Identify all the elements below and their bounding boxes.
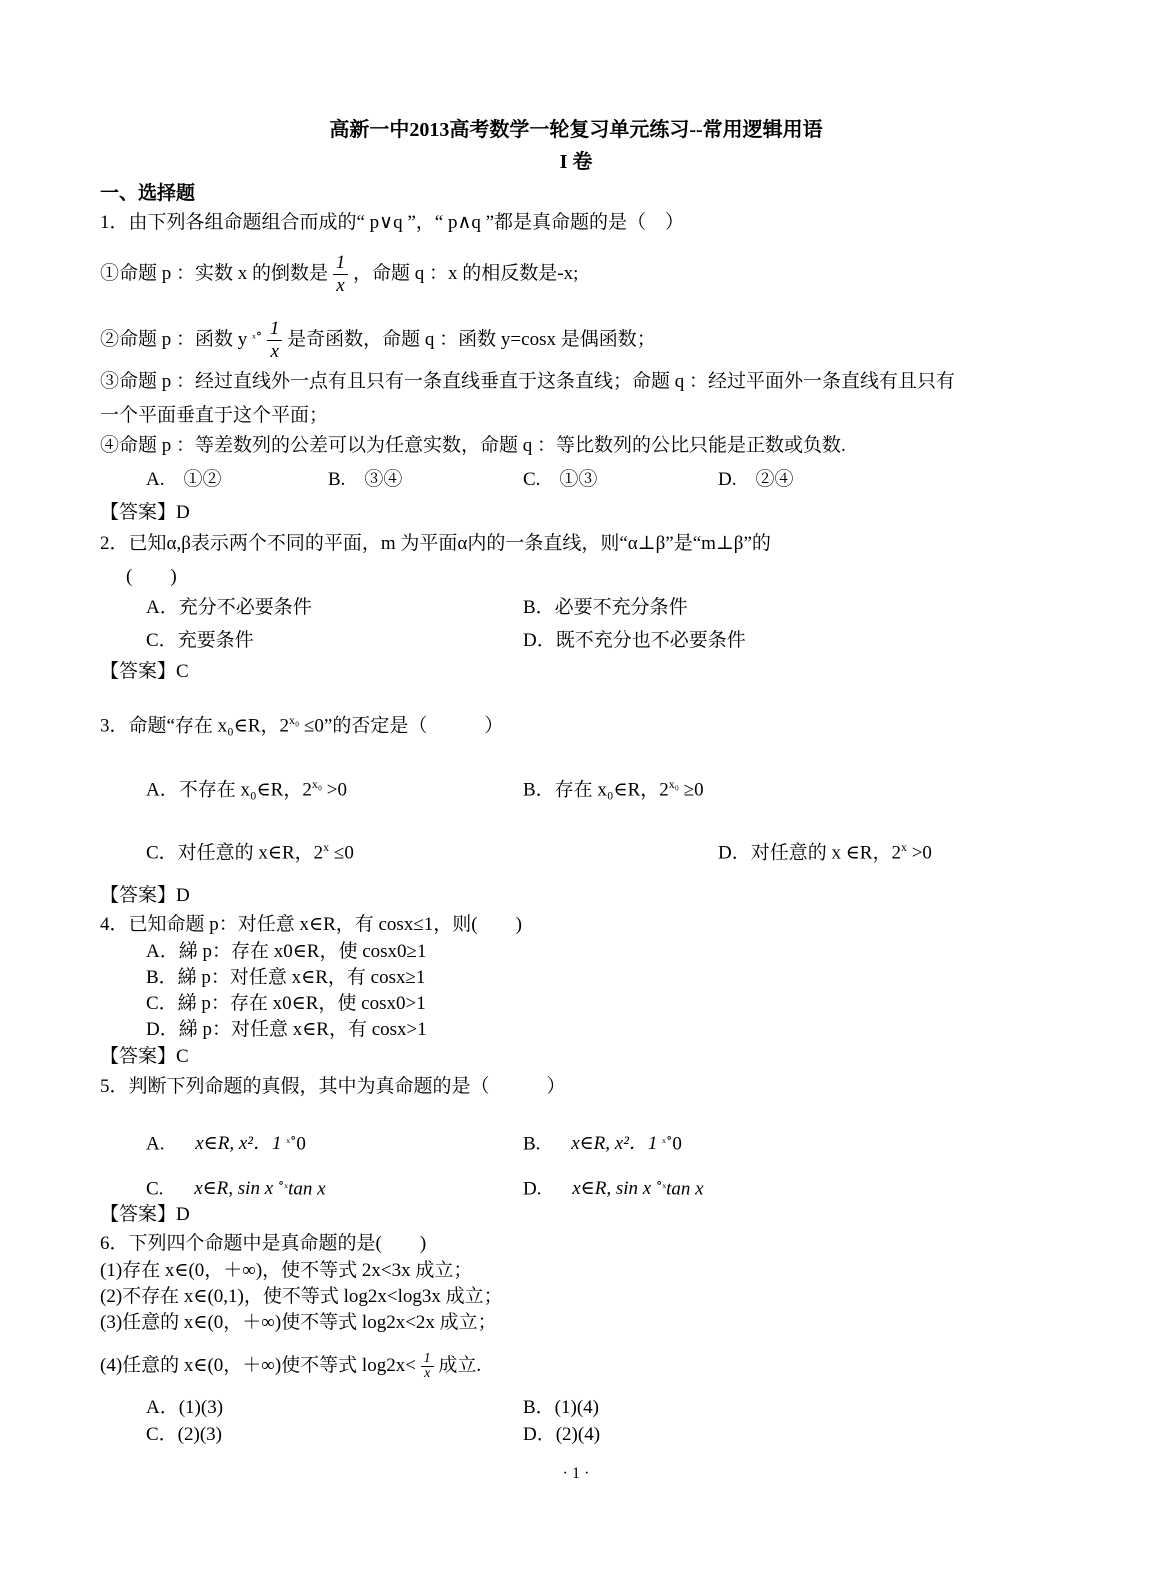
q1-item1-tail: ，命题 q ：x 的相反数是-x; — [353, 262, 579, 284]
q3-option-b-tail: ≥0 — [683, 779, 704, 801]
q5-option-a — [146, 1126, 306, 1156]
garbled-glyph: ₓ∘ — [252, 325, 263, 341]
volume-label: I 卷 — [559, 151, 593, 173]
q5-option-d-expr: x∈R, sin x — [572, 1178, 652, 1200]
q3-option-c-tail: ≤0 — [333, 842, 354, 864]
q1-item1-text: ①命题 p ：实数 x 的倒数是 — [100, 262, 329, 284]
q1-item-2 — [100, 318, 656, 363]
fraction-denominator: x — [336, 275, 345, 296]
q2-stem: 2．已知α,β表示两个不同的平面，m 为平面α内的一条直线，则“α⊥β”是“m⊥β”的 — [100, 533, 771, 554]
q1-item-4: ④命题 p ：等差数列的公差可以为任意实数，命题 q ：等比数列的公比只能是正数或负数. — [100, 435, 846, 456]
q3-option-d-tail: >0 — [911, 842, 932, 864]
option-label: D. — [523, 1178, 542, 1200]
q4-stem: 4．已知命题 p：对任意 x∈R，有 cosx≤1，则( ) — [100, 914, 522, 935]
q1-option-d: D. ②④ — [718, 469, 794, 490]
q6-statement-2: (2)不存在 x∈(0,1)，使不等式 log2x<log3x 成立； — [100, 1286, 503, 1307]
exponent: x₀ — [289, 713, 300, 727]
q5-option-d-tail: tan x — [666, 1178, 704, 1200]
option-label: A. — [146, 1133, 165, 1155]
q2-option-d: D．既不充分也不必要条件 — [523, 630, 746, 651]
q6-statement-4 — [100, 1352, 481, 1381]
q4-answer: 【答案】C — [100, 1046, 189, 1067]
option-label: C. — [146, 1178, 164, 1200]
exponent: x — [323, 840, 330, 854]
q1-item2-tail: 是奇函数，命题 q ：函数 y=cosx 是偶函数； — [287, 328, 656, 350]
q1-option-b: B. ③④ — [328, 469, 403, 490]
q6-option-c: C．(2)(3) — [146, 1424, 222, 1445]
q4-option-d: D．綈 p：对任意 x∈R，有 cosx>1 — [146, 1019, 427, 1040]
page-title: 高新一中2013高考数学一轮复习单元练习--常用逻辑用语 — [329, 119, 823, 141]
q6-option-a: A．(1)(3) — [146, 1397, 224, 1418]
q2-option-c: C．充要条件 — [146, 630, 254, 651]
q5-option-c — [146, 1171, 326, 1201]
q6-statement-3: (3)任意的 x∈(0，＋∞)使不等式 log2x<2x 成立； — [100, 1312, 497, 1333]
q2-answer: 【答案】C — [100, 661, 189, 682]
garbled-glyph: ∘ₓ — [277, 1175, 289, 1190]
q3-option-b-text: B．存在 x₀∈R，2 — [523, 779, 669, 801]
fraction-numerator: 1 — [333, 252, 349, 275]
fraction-1-over-x — [267, 318, 283, 363]
q3-option-a-text: A．不存在 x₀∈R，2 — [146, 779, 312, 801]
fraction-denominator: x — [424, 1366, 431, 1381]
q6-option-d: D．(2)(4) — [523, 1424, 601, 1445]
q5-option-c-tail: tan x — [288, 1178, 326, 1200]
q4-option-a: A．綈 p：存在 x0∈R，使 cosx0≥1 — [146, 941, 427, 962]
q5-answer: 【答案】D — [100, 1204, 190, 1225]
fraction-denominator: x — [270, 341, 279, 362]
q3-answer: 【答案】D — [100, 885, 190, 906]
q3-option-a-tail: >0 — [326, 779, 347, 801]
q3-option-d-text: D．对任意的 x ∈R，2 — [718, 842, 901, 864]
q2-option-b: B．必要不充分条件 — [523, 597, 688, 618]
q1-item-3-line1: ③命题 p ：经过直线外一点有且只有一条直线垂直于这条直线；命题 q ：经过平面外一条直线有且只有 — [100, 371, 956, 392]
exponent: x₀ — [668, 777, 679, 791]
q1-option-c: C. ①③ — [523, 469, 598, 490]
garbled-glyph: ₓ∘ — [662, 1130, 673, 1145]
q6-option-b: B．(1)(4) — [523, 1397, 599, 1418]
q1-option-a: A. ①② — [146, 469, 222, 490]
q1-answer: 【答案】D — [100, 502, 190, 523]
q5-option-a-tail: 0 — [296, 1133, 306, 1155]
exponent: x — [900, 840, 907, 854]
q5-option-a-expr: x∈R, x²．1 — [195, 1133, 282, 1155]
q5-option-d — [523, 1171, 704, 1201]
fraction-numerator: 1 — [267, 318, 283, 341]
q5-stem: 5．判断下列命题的真假，其中为真命题的是（ ） — [100, 1076, 566, 1097]
q6-statement-1: (1)存在 x∈(0，＋∞)，使不等式 2x<3x 成立； — [100, 1260, 473, 1281]
page-number: · 1 · — [562, 1465, 590, 1482]
q1-item-3-line2: 一个平面垂直于这个平面； — [100, 405, 329, 426]
q2-paren: ( ) — [126, 566, 177, 587]
q4-option-c: C．綈 p：存在 x0∈R，使 cosx0>1 — [146, 993, 426, 1014]
q6-statement-4-tail: 成立. — [438, 1354, 482, 1376]
q3-option-a — [146, 772, 347, 802]
garbled-glyph: ∘ₓ — [655, 1175, 667, 1190]
fraction-1-over-x — [333, 252, 349, 297]
garbled-glyph: ₓ∘ — [286, 1130, 297, 1145]
q2-option-a: A．充分不必要条件 — [146, 597, 312, 618]
q3-option-d — [718, 835, 932, 865]
q3-option-b — [523, 772, 704, 802]
q1-item2-text: ②命题 p ：函数 y — [100, 328, 248, 350]
fraction-1-over-x — [421, 1352, 434, 1381]
q5-option-c-expr: x∈R, sin x — [194, 1178, 274, 1200]
q3-option-c — [146, 835, 354, 865]
q3-stem-text: 3．命题“存在 x₀∈R，2 — [100, 715, 290, 737]
option-label: B. — [523, 1133, 541, 1155]
q3-stem — [100, 708, 503, 738]
q5-option-b-tail: 0 — [672, 1133, 682, 1155]
q6-statement-4-text: (4)任意的 x∈(0，＋∞)使不等式 log2x< — [100, 1354, 416, 1376]
exponent: x₀ — [311, 777, 323, 791]
q1-item-1 — [100, 252, 578, 297]
fraction-numerator: 1 — [421, 1352, 434, 1367]
q6-stem: 6．下列四个命题中是真命题的是( ) — [100, 1233, 427, 1254]
q5-option-b-expr: x∈R, x²．1 — [571, 1133, 658, 1155]
q5-option-b — [523, 1126, 682, 1156]
q3-option-c-text: C．对任意的 x∈R，2 — [146, 842, 324, 864]
q4-option-b: B．綈 p：对任意 x∈R，有 cosx≥1 — [146, 967, 426, 988]
section-heading: 一、选择题 — [100, 183, 196, 204]
q1-stem: 1．由下列各组命题组合而成的“ p∨q ”，“ p∧q ”都是真命题的是（ ） — [100, 212, 685, 233]
q3-stem-tail: ≤0”的否定是（ ） — [303, 715, 504, 737]
